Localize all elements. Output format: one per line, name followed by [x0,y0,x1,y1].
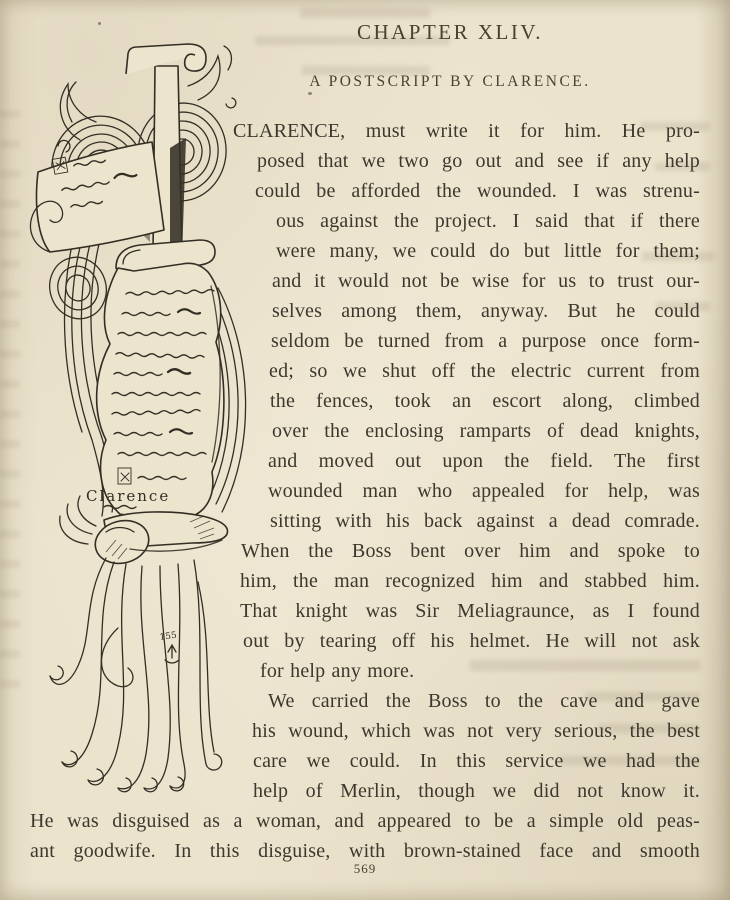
chapter-subtitle: A POSTSCRIPT BY CLARENCE. [309,73,591,90]
body-line: CLARENCE, must write it for him. He pro- [233,120,700,142]
body-line: ed; so we shut off the electric current from [269,360,700,382]
svg-text:155: 155 [159,630,178,643]
showthrough-smudge [470,660,700,671]
body-line: could be afforded the wounded. I was strenu- [255,180,700,202]
body-line: wounded man who appealed for help, was [268,480,700,502]
body-line: were many, we could do but little for them; [276,240,700,262]
hair-cascade [50,558,222,792]
body-line: ous against the project. I said that if there [276,210,700,232]
body-line: him, the man recognized him and stabbed him. [240,570,700,592]
foxing-speck [308,92,312,95]
body-line: When the Boss bent over him and spoke to [241,540,700,562]
body-line: seldom be turned from a purpose once form- [271,330,700,352]
scroll-banner [31,142,164,252]
body-line: We carried the Boss to the cave and gave [268,690,700,712]
chapter-title: CHAPTER XLIV. [356,20,544,44]
body-line: out by tearing off his helmet. He will not ask [243,630,700,652]
scroll-sheet [86,263,224,522]
page-number: 569 [353,861,377,876]
body-line: care we could. In this service we had the [253,750,700,772]
body-line: for help any more. [260,660,415,682]
body-line: his wound, which was not very serious, the best [252,720,700,742]
body-line: and it would not be wise for us to trust our- [272,270,700,292]
body-line: sitting with his back against a dead comrade. [270,510,700,532]
showthrough-margin-column [0,110,20,710]
initial-letter-illustration [22,42,262,802]
body-line: and moved out upon the field. The first [268,450,700,472]
body-line: the fences, took an escort along, climbed [270,390,700,412]
body-line: ant goodwife. In this disguise, with brown-stained face and smooth [30,840,700,862]
body-line: over the enclosing ramparts of dead knights, [272,420,700,442]
artist-mark [159,631,179,663]
body-line: That knight was Sir Meliagraunce, as I found [240,600,700,622]
body-line: He was disguised as a woman, and appeared to be a simple old peas- [30,810,700,832]
body-line: selves among them, anyway. But he could [272,300,700,322]
body-line: help of Merlin, though we did not know it. [253,780,700,802]
scroll-signature-text: Clarence [86,487,171,505]
showthrough-smudge [300,8,430,18]
body-line: posed that we two go out and see if any help [257,150,700,172]
foxing-speck [98,22,101,25]
